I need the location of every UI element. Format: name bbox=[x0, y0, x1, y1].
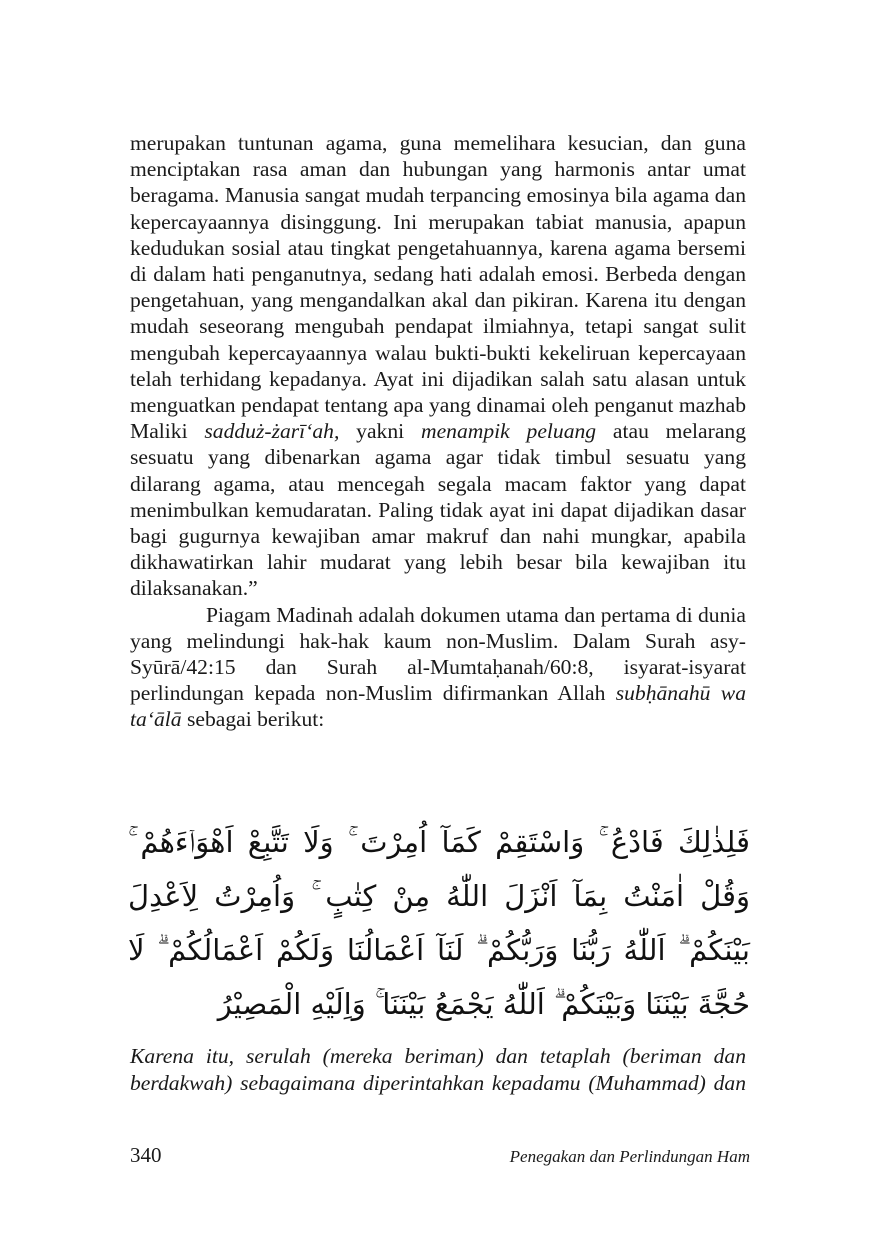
term-subhanahu-wa-taala: subḥānahū wa ta‘ālā bbox=[130, 681, 746, 732]
main-text-block bbox=[130, 130, 746, 733]
paragraph-1-text-a: merupakan tuntunan agama, guna memelihara kesucian, dan guna menciptakan rasa aman dan hubungan yang harmonis antar umat beragama. Manusia sangat mudah terpancing emosinya bila agama dan kepercayaannya disinggung. Ini merupakan tabiat manusia, apapun kedudukan sosial atau tingkat pengetahuannya, karena agama bersemi di dalam hati penganutnya, sedang hati adalah emosi. Berbeda dengan pengetahuan, yang mengandalkan akal dan pikiran. Karena itu dengan mudah seseorang mengubah pendapat ilmiahnya, tetapi sangat sulit mengubah kepercayaannya walau bukti-bukti kekeliruan kepercayaan telah terhidang kepadanya. Ayat ini dijadikan salah satu alasan untuk menguatkan pendapat tentang apa yang dinamai oleh penganut mazhab Maliki bbox=[130, 131, 746, 444]
paragraph-piagam-madinah bbox=[130, 602, 746, 733]
paragraph-1-text-b: yakni bbox=[339, 419, 421, 444]
term-menampik-peluang: menampik peluang bbox=[420, 419, 597, 444]
page-number: 340 bbox=[130, 1143, 162, 1167]
paragraph-continuation bbox=[130, 130, 746, 602]
term-sadduz-zariah: sadduż-żarī‘ah, bbox=[204, 419, 340, 444]
verse-translation: Karena itu, serulah (mereka beriman) dan tetaplah (beriman dan berdakwah) sebagaimana diperintahkan kepadamu (Muhammad) dan bbox=[130, 1044, 746, 1095]
quran-verse-arabic: فَلِذٰلِكَ فَادْعُ ۚ وَاسْتَقِمْ كَمَآ اُمِرْتَ ۚ وَلَا تَتَّبِعْ اَهْوَاۤءَهُمْ ۚ وَقُلْ اٰمَنْتُ بِمَآ اَنْزَلَ اللّٰهُ مِنْ كِتٰبٍ ۚ وَاُمِرْتُ لِاَعْدِلَ بَيْنَكُمْ ۗ اَللّٰهُ رَبُّنَا وَرَبُّكُمْ ۗ لَنَآ اَعْمَالُنَا وَلَكُمْ اَعْمَالُكُمْ ۗ لَا حُجَّةَ بَيْنَنَا وَبَيْنَكُمْ ۗ اَللّٰهُ يَجْمَعُ بَيْنَنَا ۚ وَاِلَيْهِ الْمَصِيْرُ bbox=[128, 825, 750, 1021]
running-title: Penegakan dan Perlindungan Ham bbox=[509, 1147, 750, 1166]
paragraph-2-text-b: sebagai berikut: bbox=[181, 707, 325, 732]
paragraph-2-text-a: Piagam Madinah adalah dokumen utama dan pertama di dunia yang melindungi hak-hak kaum non-Muslim. Dalam Surah asy-Syūrā/42:15 dan Surah al-Mumtaḥanah/60:8, isyarat-isyarat perlindungan kepada non-Muslim difirmankan Allah bbox=[130, 602, 746, 706]
paragraph-1-text-c: atau melarang sesuatu yang dibenarkan agama agar tidak timbul sesuatu yang dilarang agama, atau mencegah segala macam faktor yang dapat menimbulkan kemudaratan. Paling tidak ayat ini dapat dijadikan dasar bagi gugurnya kewajiban amar makruf dan nahi mungkar, apabila dikhawatirkan lahir mudarat yang lebih besar bila kewajiban itu dilaksanakan.” bbox=[130, 419, 746, 601]
page-footer bbox=[130, 1143, 750, 1173]
